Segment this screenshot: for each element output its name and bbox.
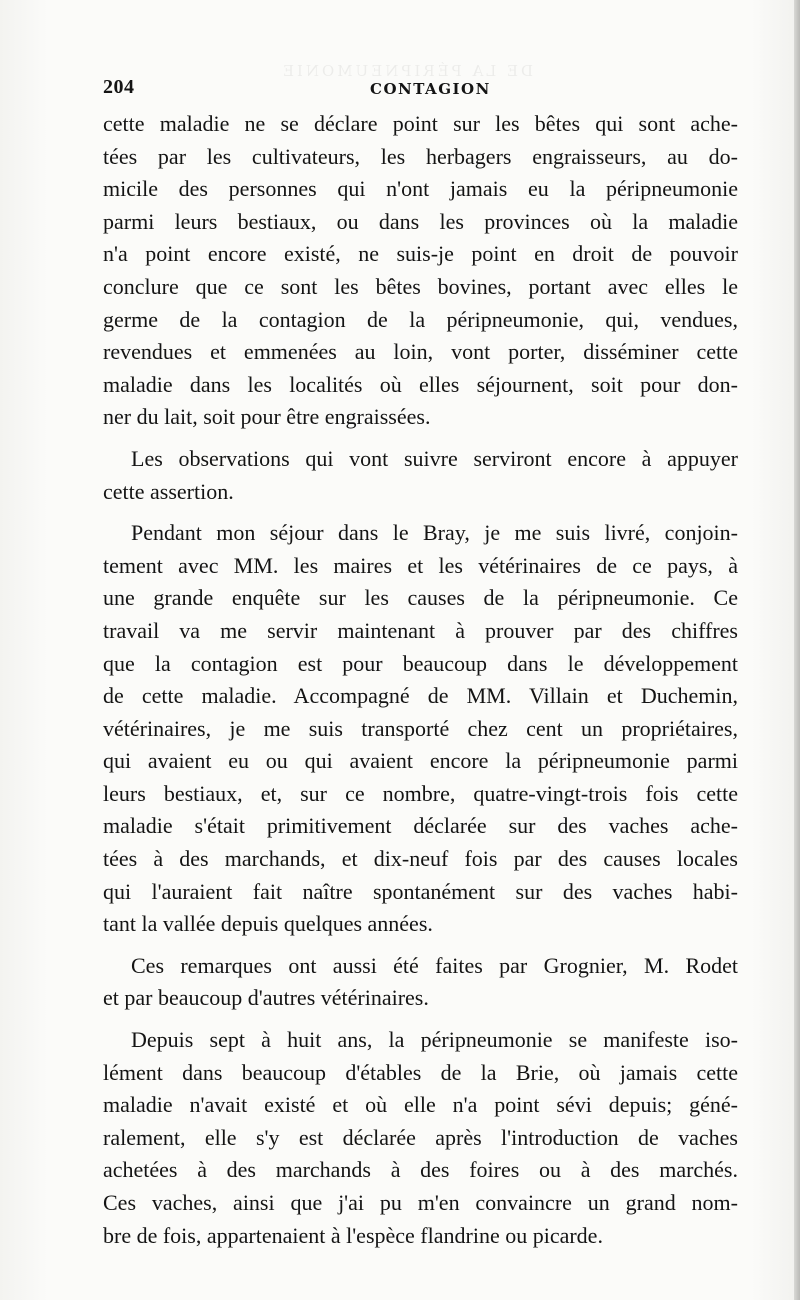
text-line: Ces remarques ont aussi été faites par Grognier, M. Rodet [131, 952, 738, 978]
text-line: tées par les cultivateurs, les herbagers engraisseurs, au do- [103, 143, 738, 169]
page-edge [794, 0, 800, 1300]
text-line: travail va me servir maintenant à prouver par des chiffres [103, 617, 738, 643]
text-line: micile des personnes qui n'ont jamais eu la péripneumonie [103, 176, 738, 202]
text-line: germe de la contagion de la péripneumonie, qui, vendues, [103, 306, 738, 332]
text-line: revendues et emmenées au loin, vont porter, disséminer cette [103, 339, 738, 365]
text-line: cette maladie ne se déclare point sur les bêtes qui sont ache- [103, 111, 738, 136]
text-line: vétérinaires, je me suis transporté chez cent un propriétaires, [103, 715, 738, 741]
text-line: tement avec MM. les maires et les vétérinaires de ce pays, à [103, 552, 738, 578]
text-line: maladie s'était primitivement déclarée sur des vaches ache- [103, 813, 738, 839]
text-line: maladie dans les localités où elles séjournent, soit pour don- [103, 371, 738, 397]
bleed-through-text: DE LA PÉRIPNEUMONIE [280, 62, 534, 80]
paragraph [103, 108, 738, 434]
text-line: une grande enquête sur les causes de la péripneumonie. Ce [103, 585, 738, 611]
text-line: tées à des marchands, et dix-neuf fois par des causes locales [103, 846, 738, 872]
body-text [103, 108, 738, 1252]
paragraph [103, 1024, 738, 1252]
text-line: leurs bestiaux, et, sur ce nombre, quatre-vingt-trois fois cette [103, 780, 738, 806]
text-line: qui l'auraient fait naître spontanément sur des vaches habi- [103, 878, 738, 904]
text-line: n'a point encore existé, ne suis-je point en droit de pouvoir [103, 241, 738, 267]
text-line: et par beaucoup d'autres vétérinaires. [103, 985, 429, 1011]
text-line: parmi leurs bestiaux, ou dans les provinces où la maladie [103, 208, 738, 234]
text-line: Les observations qui vont suivre serviront encore à appuyer [131, 445, 738, 471]
text-line: bre de fois, appartenaient à l'espèce flandrine ou picarde. [103, 1222, 603, 1248]
text-line: tant la vallée depuis quelques années. [103, 911, 433, 937]
paragraph [103, 443, 738, 508]
page-number: 204 [103, 76, 135, 98]
text-line: Ces vaches, ainsi que j'ai pu m'en convaincre un grand nom- [103, 1190, 738, 1215]
running-head: CONTAGION [370, 80, 491, 98]
text-line: conclure que ce sont les bêtes bovines, portant avec elles le [103, 273, 738, 299]
text-line: ralement, elle s'y est déclarée après l'introduction de vaches [103, 1124, 738, 1150]
text-line: maladie n'avait existé et où elle n'a point sévi depuis; géné- [103, 1092, 738, 1118]
text-line: de cette maladie. Accompagné de MM. Villain et Duchemin, [103, 683, 738, 709]
text-line: achetées à des marchands à des foires ou à des marchés. [103, 1157, 738, 1183]
text-line: Depuis sept à huit ans, la péripneumonie se manifeste iso- [131, 1027, 738, 1053]
text-line: que la contagion est pour beaucoup dans le développement [103, 650, 738, 676]
text-line: Pendant mon séjour dans le Bray, je me suis livré, conjoin- [131, 520, 738, 546]
page-header [103, 76, 738, 100]
text-line: ner du lait, soit pour être engraissées. [103, 404, 431, 430]
text-line: lément dans beaucoup d'étables de la Brie, où jamais cette [103, 1059, 738, 1085]
text-line: cette assertion. [103, 478, 234, 504]
text-line: qui avaient eu ou qui avaient encore la péripneumonie parmi [103, 748, 738, 774]
paragraph [103, 517, 738, 941]
paragraph [103, 950, 738, 1015]
